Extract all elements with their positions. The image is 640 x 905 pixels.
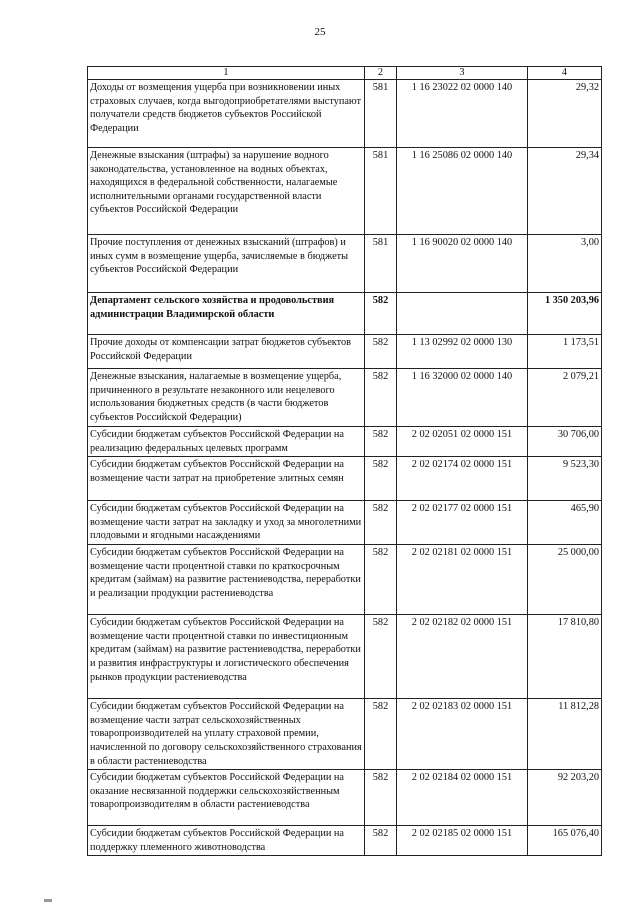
column-header-4: 4 xyxy=(528,67,602,80)
row-admin-code: 582 xyxy=(365,501,397,545)
row-admin-code: 582 xyxy=(365,699,397,770)
row-admin-code: 581 xyxy=(365,148,397,235)
row-name: Субсидии бюджетам субъектов Российской Федерации на возмещение части процентной ставки по краткосрочным кредитам (займам) на развитие растениеводства, переработки и реализации продукции растениеводства xyxy=(88,545,365,615)
row-admin-code: 581 xyxy=(365,235,397,293)
page-number: 25 xyxy=(314,26,326,38)
row-budget-code: 2 02 02184 02 0000 151 xyxy=(397,770,528,826)
row-budget-code xyxy=(397,293,528,335)
department-row xyxy=(88,293,602,335)
row-name: Субсидии бюджетам субъектов Российской Федерации на возмещение части затрат сельскохозяйственных товаропроизводителей на уплату страховой премии, начисленной по договору сельскохозяйственного страхования в области растениеводства xyxy=(88,699,365,770)
row-admin-code: 582 xyxy=(365,427,397,457)
table-row xyxy=(88,235,602,293)
row-amount: 1 173,51 xyxy=(528,335,602,369)
table-row xyxy=(88,615,602,699)
row-admin-code: 581 xyxy=(365,80,397,148)
row-name: Доходы от возмещения ущерба при возникновении иных страховых случаев, когда выгодоприобретателями выступают получатели средств бюджетов субъектов Российской Федерации xyxy=(88,80,365,148)
row-amount: 3,00 xyxy=(528,235,602,293)
row-name: Субсидии бюджетам субъектов Российской Федерации на возмещение части процентной ставки по инвестиционным кредитам (займам) на развитие растениеводства, переработки и развития инфраструктуры и логистического обеспечения рынков продукции растениеводства xyxy=(88,615,365,699)
row-name: Субсидии бюджетам субъектов Российской Федерации на поддержку племенного животноводства xyxy=(88,826,365,856)
row-name: Денежные взыскания (штрафы) за нарушение водного законодательства, установленное на водных объектах, находящихся в федеральной собственности, налагаемые исполнительными органами государственной власти субъектов Российской Федерации xyxy=(88,148,365,235)
table-row xyxy=(88,80,602,148)
row-budget-code: 2 02 02174 02 0000 151 xyxy=(397,457,528,501)
row-budget-code: 2 02 02183 02 0000 151 xyxy=(397,699,528,770)
row-amount: 29,32 xyxy=(528,80,602,148)
table-row xyxy=(88,369,602,427)
table-header-row xyxy=(88,67,602,80)
table-row xyxy=(88,770,602,826)
table-row xyxy=(88,335,602,369)
row-amount: 25 000,00 xyxy=(528,545,602,615)
row-name: Департамент сельского хозяйства и продовольствия администрации Владимирской области xyxy=(88,293,365,335)
row-amount: 465,90 xyxy=(528,501,602,545)
row-amount: 17 810,80 xyxy=(528,615,602,699)
row-admin-code: 582 xyxy=(365,545,397,615)
table-row xyxy=(88,699,602,770)
row-name: Субсидии бюджетам субъектов Российской Федерации на возмещение части затрат на приобретение элитных семян xyxy=(88,457,365,501)
row-budget-code: 1 16 90020 02 0000 140 xyxy=(397,235,528,293)
row-amount: 2 079,21 xyxy=(528,369,602,427)
row-name: Прочие поступления от денежных взысканий (штрафов) и иных сумм в возмещение ущерба, зачисляемые в бюджеты субъектов Российской Федерации xyxy=(88,235,365,293)
row-budget-code: 2 02 02181 02 0000 151 xyxy=(397,545,528,615)
row-amount: 92 203,20 xyxy=(528,770,602,826)
table-row xyxy=(88,427,602,457)
row-admin-code: 582 xyxy=(365,826,397,856)
row-amount: 165 076,40 xyxy=(528,826,602,856)
table-row xyxy=(88,457,602,501)
row-name: Субсидии бюджетам субъектов Российской Федерации на оказание несвязанной поддержки сельскохозяйственным товаропроизводителям в области растениеводства xyxy=(88,770,365,826)
row-budget-code: 1 16 32000 02 0000 140 xyxy=(397,369,528,427)
row-budget-code: 2 02 02051 02 0000 151 xyxy=(397,427,528,457)
row-amount: 29,34 xyxy=(528,148,602,235)
row-name: Прочие доходы от компенсации затрат бюджетов субъектов Российской Федерации xyxy=(88,335,365,369)
revenue-table xyxy=(87,66,602,856)
row-budget-code: 1 16 25086 02 0000 140 xyxy=(397,148,528,235)
row-amount: 1 350 203,96 xyxy=(528,293,602,335)
row-amount: 11 812,28 xyxy=(528,699,602,770)
row-admin-code: 582 xyxy=(365,369,397,427)
column-header-3: 3 xyxy=(397,67,528,80)
row-admin-code: 582 xyxy=(365,770,397,826)
row-admin-code: 582 xyxy=(365,615,397,699)
row-admin-code: 582 xyxy=(365,293,397,335)
row-amount: 9 523,30 xyxy=(528,457,602,501)
row-budget-code: 2 02 02185 02 0000 151 xyxy=(397,826,528,856)
table-row xyxy=(88,545,602,615)
row-budget-code: 2 02 02177 02 0000 151 xyxy=(397,501,528,545)
table-row xyxy=(88,501,602,545)
table-row xyxy=(88,826,602,856)
table-row xyxy=(88,148,602,235)
row-admin-code: 582 xyxy=(365,335,397,369)
row-amount: 30 706,00 xyxy=(528,427,602,457)
row-name: Субсидии бюджетам субъектов Российской Федерации на реализацию федеральных целевых программ xyxy=(88,427,365,457)
row-budget-code: 1 13 02992 02 0000 130 xyxy=(397,335,528,369)
row-admin-code: 582 xyxy=(365,457,397,501)
column-header-1: 1 xyxy=(88,67,365,80)
row-name: Денежные взыскания, налагаемые в возмещение ущерба, причиненного в результате незаконного или нецелевого использования бюджетных средств (в части бюджетов субъектов Российской Федерации) xyxy=(88,369,365,427)
column-header-2: 2 xyxy=(365,67,397,80)
row-name: Субсидии бюджетам субъектов Российской Федерации на возмещение части затрат на закладку и уход за многолетними плодовыми и ягодными насаждениями xyxy=(88,501,365,545)
scan-edge-mark xyxy=(44,899,52,902)
row-budget-code: 2 02 02182 02 0000 151 xyxy=(397,615,528,699)
row-budget-code: 1 16 23022 02 0000 140 xyxy=(397,80,528,148)
